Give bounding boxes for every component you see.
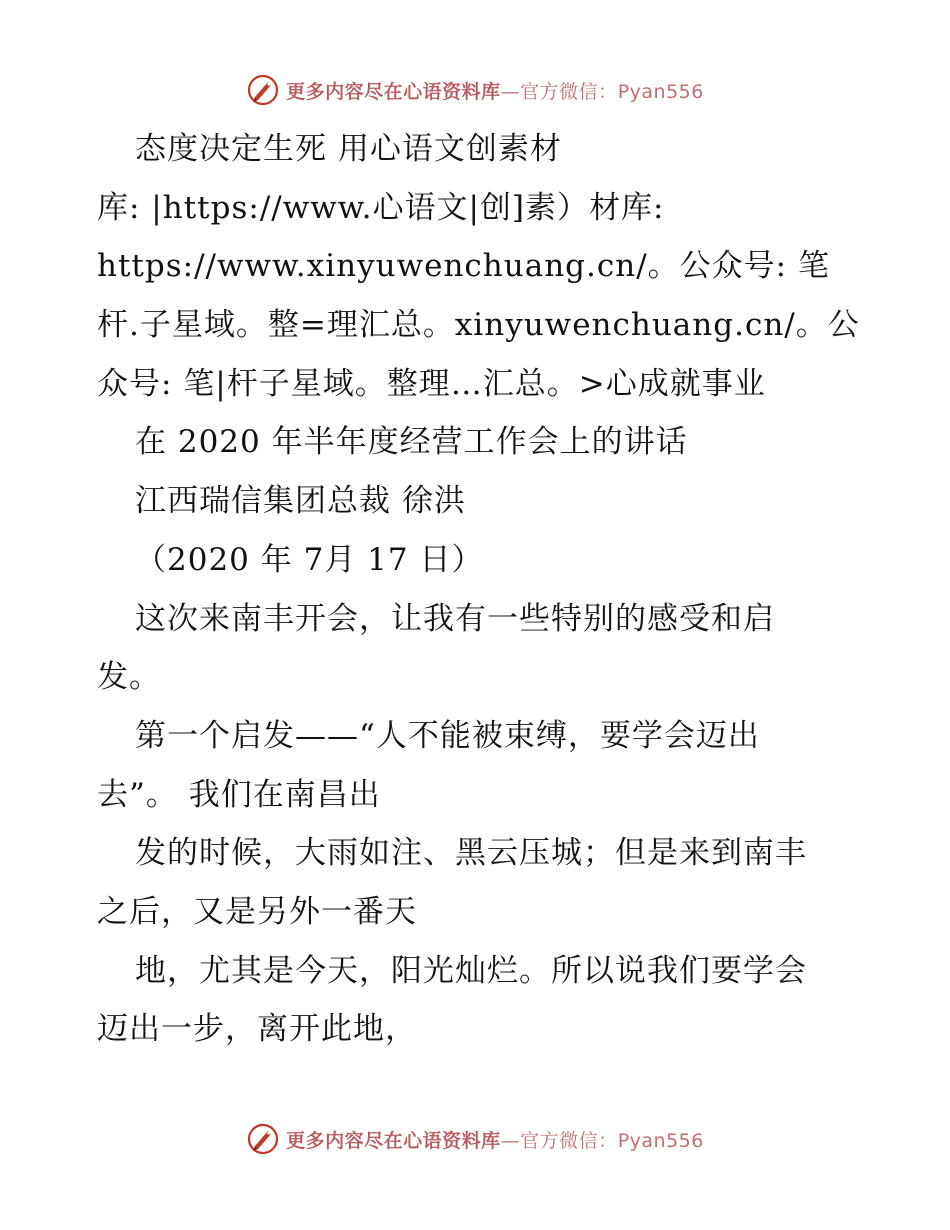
banner-inner xyxy=(246,73,704,107)
banner-wechat-id: Pyan556 xyxy=(617,80,704,103)
speaker-line: 江西瑞信集团总裁 徐洪 xyxy=(135,483,466,520)
text-line: 发的时候，大雨如注、黑云压城；但是来到南丰 xyxy=(135,835,807,872)
text-line: 地，尤其是今天，阳光灿烂。所以说我们要学会 xyxy=(135,952,807,989)
text-line: https://www.xinyuwenchuang.cn/。公众号: 笔 xyxy=(97,248,830,285)
header-banner xyxy=(0,70,950,110)
fountain-pen-logo-icon xyxy=(246,73,280,107)
text-line: 众号: 笔|杆子星域。整理…汇总。>心成就事业 xyxy=(97,365,766,402)
date-line: （2020 年 7月 17 日） xyxy=(135,541,484,578)
banner-wechat-label: 官方微信： xyxy=(520,80,618,103)
banner-separator: — xyxy=(500,1129,521,1152)
text-line: 去”。 我们在南昌出 xyxy=(97,776,381,813)
banner-brand: 更多内容尽在心语资料库 xyxy=(286,80,501,103)
banner-wechat-label: 官方微信： xyxy=(520,1129,618,1152)
text-line: 这次来南丰开会，让我有一些特别的感受和启 xyxy=(135,600,775,637)
text-line: 之后，又是另外一番天 xyxy=(97,893,417,930)
speech-title: 在 2020 年半年度经营工作会上的讲话 xyxy=(135,424,688,461)
document-body xyxy=(97,120,860,1059)
banner-text xyxy=(286,1126,704,1153)
text-line: 态度决定生死 用心语文创素材 xyxy=(135,131,562,167)
banner-brand: 更多内容尽在心语资料库 xyxy=(286,1129,501,1152)
fountain-pen-logo-icon xyxy=(246,1122,280,1156)
text-line: 杆.子星域。整=理汇总。xinyuwenchuang.cn/。公 xyxy=(97,307,860,344)
text-line: 发。 xyxy=(97,659,161,696)
text-line: 库: |https://www.心语文|创]素）材库: xyxy=(97,189,665,226)
text-line: 第一个启发——“人不能被束缚，要学会迈出 xyxy=(135,717,760,754)
text-line: 迈出一步，离开此地， xyxy=(97,1011,417,1048)
footer-banner xyxy=(0,1119,950,1159)
banner-text xyxy=(286,77,704,104)
banner-separator: — xyxy=(500,80,521,103)
banner-inner xyxy=(246,1122,704,1156)
banner-wechat-id: Pyan556 xyxy=(617,1129,704,1152)
